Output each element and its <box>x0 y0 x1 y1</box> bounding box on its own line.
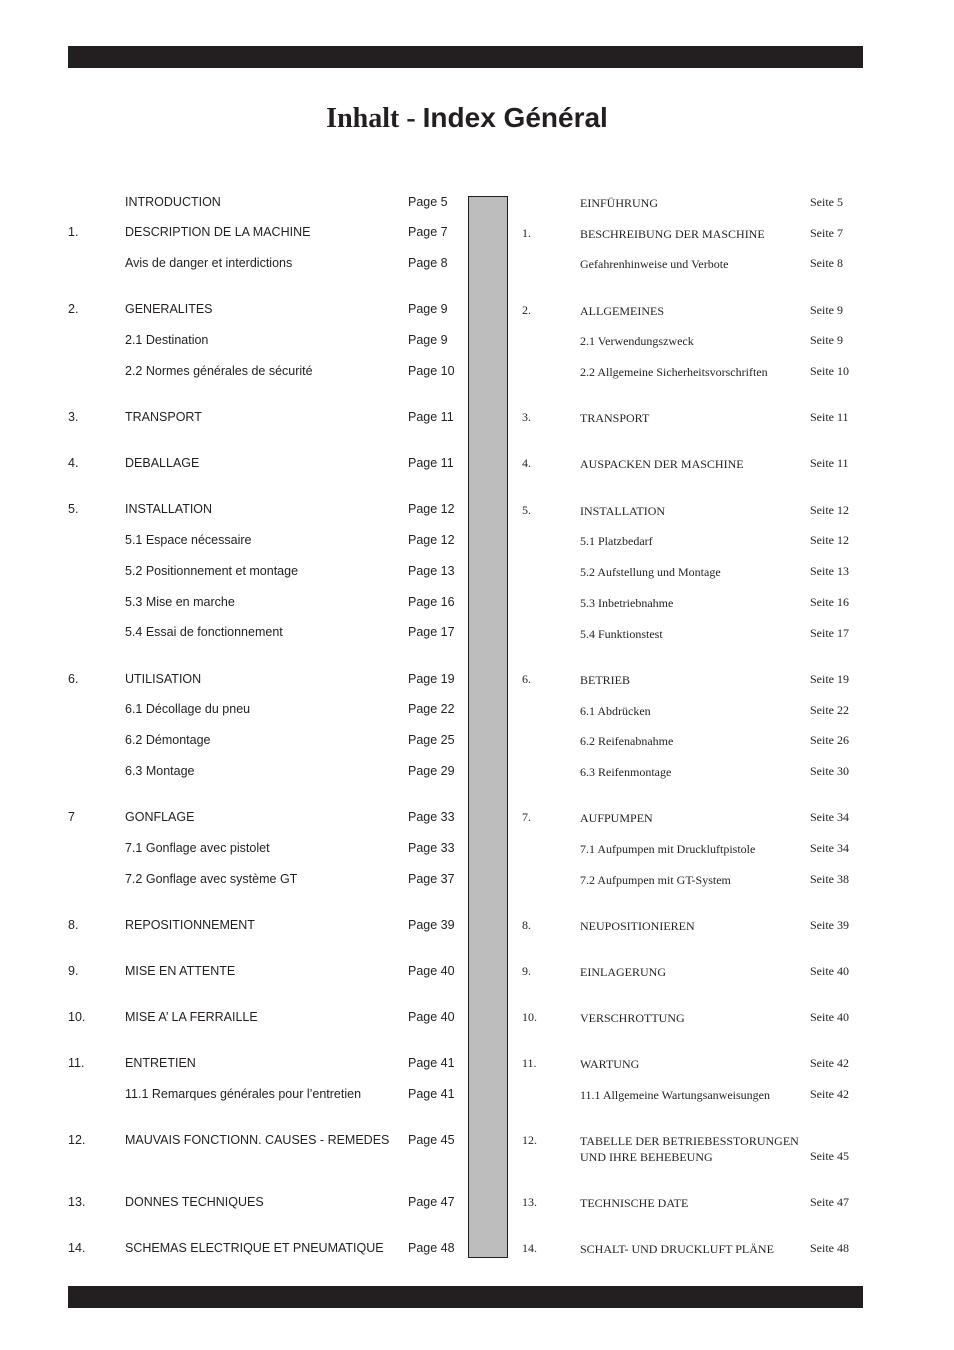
entry-title: Avis de danger et interdictions <box>125 256 293 270</box>
entry-title: 6.1 Abdrücken <box>580 704 651 718</box>
entry-title: 11.1 Remarques générales pour l’entretien <box>125 1087 362 1101</box>
entry-title: EINLAGERUNG <box>580 965 666 979</box>
entry-page: Page 22 <box>408 702 455 716</box>
entry-title: DEBALLAGE <box>125 456 200 470</box>
entry-title: INSTALLATION <box>580 504 666 518</box>
entry-page: Page 13 <box>408 564 455 578</box>
entry-title: 5.1 Espace nécessaire <box>125 533 252 547</box>
entry-page: Page 33 <box>408 810 455 824</box>
entry-page: Page 16 <box>408 595 455 609</box>
entry-number: 4. <box>522 456 531 470</box>
entry-number: 11. <box>68 1056 85 1070</box>
entry-number: 3. <box>522 410 531 424</box>
entry-page: Seite 42 <box>810 1087 849 1101</box>
entry-page: Page 39 <box>408 918 455 932</box>
entry-title: WARTUNG <box>580 1057 640 1071</box>
entry-number: 14. <box>522 1241 537 1255</box>
entry-title: MAUVAIS FONCTIONN. CAUSES - REMEDES <box>125 1133 390 1147</box>
entry-page: Seite 8 <box>810 256 843 270</box>
entry-number: 6. <box>522 672 531 686</box>
entry-page: Page 33 <box>408 841 455 855</box>
entry-number: 10. <box>68 1010 86 1024</box>
entry-number: 12. <box>522 1133 537 1147</box>
entry-title: EINFÜHRUNG <box>580 196 658 210</box>
entry-title: GONFLAGE <box>125 810 195 824</box>
entry-title: SCHEMAS ELECTRIQUE ET PNEUMATIQUE <box>125 1241 384 1255</box>
entry-number: 2. <box>68 302 79 316</box>
entry-page: Seite 12 <box>810 503 849 517</box>
bottom-bar <box>68 1286 863 1308</box>
entry-title: 7.1 Aufpumpen mit Druckluftpistole <box>580 842 756 856</box>
entry-page: Page 37 <box>408 872 455 886</box>
entry-page: Page 8 <box>408 256 448 270</box>
entry-page: Page 11 <box>408 410 454 424</box>
entry-page: Page 11 <box>408 456 454 470</box>
entry-title: 5.2 Positionnement et montage <box>125 564 299 578</box>
entry-page: Seite 16 <box>810 595 849 609</box>
entry-number: 7. <box>522 810 531 824</box>
entry-title: INSTALLATION <box>125 502 213 516</box>
entry-page: Page 41 <box>408 1056 455 1070</box>
entry-number: 7 <box>68 810 75 824</box>
entry-title: 7.1 Gonflage avec pistolet <box>125 841 270 855</box>
entry-number: 4. <box>68 456 79 470</box>
entry-title: 6.2 Reifenabnahme <box>580 734 674 748</box>
entry-page: Seite 7 <box>810 226 843 240</box>
entry-number: 9. <box>522 964 531 978</box>
entry-number: 11. <box>522 1056 537 1070</box>
entry-title: 5.4 Funktionstest <box>580 627 663 641</box>
entry-title: DESCRIPTION DE LA MACHINE <box>125 225 311 239</box>
entry-page: Seite 11 <box>810 410 849 424</box>
entry-number: 12. <box>68 1133 86 1147</box>
entry-page: Page 47 <box>408 1195 455 1209</box>
entry-page: Seite 34 <box>810 841 849 855</box>
title-french: Index Général <box>422 102 608 133</box>
entry-number: 9. <box>68 964 79 978</box>
entry-page: Seite 9 <box>810 333 843 347</box>
entry-page: Seite 38 <box>810 872 849 886</box>
title-german: Inhalt - <box>326 103 423 134</box>
entry-title: TRANSPORT <box>580 411 650 425</box>
entry-page: Seite 34 <box>810 810 849 824</box>
entry-title: BETRIEB <box>580 673 630 687</box>
entry-number: 3. <box>68 410 79 424</box>
entry-number: 13. <box>68 1195 86 1209</box>
entry-page: Seite 30 <box>810 764 849 778</box>
entry-title: SCHALT- UND DRUCKLUFT PLÄNE <box>580 1242 774 1256</box>
column-divider <box>468 196 508 1258</box>
entry-page: Seite 13 <box>810 564 849 578</box>
entry-number: 1. <box>68 225 79 239</box>
entry-number: 8. <box>68 918 79 932</box>
entry-title: 2.1 Verwendungszweck <box>580 334 694 348</box>
entry-page: Seite 5 <box>810 195 843 209</box>
entry-number: 8. <box>522 918 531 932</box>
entry-title: DONNES TECHNIQUES <box>125 1195 264 1209</box>
entry-page: Page 12 <box>408 533 455 547</box>
entry-page: Page 9 <box>408 333 448 347</box>
entry-page: Seite 22 <box>810 703 849 717</box>
entry-title: Gefahrenhinweise und Verbote <box>580 257 729 271</box>
entry-page: Seite 40 <box>810 1010 849 1024</box>
entry-page: Seite 19 <box>810 672 849 686</box>
entry-title: TRANSPORT <box>125 410 202 424</box>
entry-page: Seite 11 <box>810 456 849 470</box>
entry-page: Seite 48 <box>810 1241 849 1255</box>
entry-number: 14. <box>68 1241 86 1255</box>
entry-number: 2. <box>522 303 531 317</box>
entry-title: 5.4 Essai de fonctionnement <box>125 625 283 639</box>
entry-title: 11.1 Allgemeine Wartungsanweisungen <box>580 1088 770 1102</box>
entry-page: Page 17 <box>408 625 455 639</box>
entry-page: Page 12 <box>408 502 455 516</box>
entry-title: 6.3 Reifenmontage <box>580 765 672 779</box>
entry-page: Page 25 <box>408 733 455 747</box>
entry-title: NEUPOSITIONIEREN <box>580 919 695 933</box>
entry-number: 5. <box>522 503 531 517</box>
entry-page: Page 5 <box>408 195 448 209</box>
entry-title: 6.3 Montage <box>125 764 195 778</box>
entry-page: Seite 26 <box>810 733 849 747</box>
entry-title: 6.1 Décollage du pneu <box>125 702 251 716</box>
entry-page: Seite 40 <box>810 964 849 978</box>
entry-page: Seite 47 <box>810 1195 849 1209</box>
entry-page: Seite 17 <box>810 626 849 640</box>
entry-title: ALLGEMEINES <box>580 304 664 318</box>
entry-page: Seite 45 <box>810 1149 849 1163</box>
entry-title: MISE EN ATTENTE <box>125 964 236 978</box>
entry-title: 2.2 Allgemeine Sicherheitsvorschriften <box>580 365 768 379</box>
entry-page: Seite 42 <box>810 1056 849 1070</box>
entry-title: 5.3 Inbetriebnahme <box>580 596 674 610</box>
entry-title: TECHNISCHE DATE <box>580 1196 689 1210</box>
entry-title: 2.1 Destination <box>125 333 209 347</box>
entry-page: Page 19 <box>408 672 455 686</box>
entry-title: VERSCHROTTUNG <box>580 1011 685 1025</box>
entry-title: AUFPUMPEN <box>580 811 653 825</box>
entry-number: 5. <box>68 502 79 516</box>
entry-page: Page 10 <box>408 364 455 378</box>
entry-page: Seite 10 <box>810 364 849 378</box>
entry-number: 13. <box>522 1195 537 1209</box>
entry-title: 7.2 Aufpumpen mit GT-System <box>580 873 731 887</box>
entry-page: Page 45 <box>408 1133 455 1147</box>
entry-page: Page 9 <box>408 302 448 316</box>
top-bar <box>68 46 863 68</box>
entry-title: 5.3 Mise en marche <box>125 595 235 609</box>
entry-title: 5.1 Platzbedarf <box>580 534 653 548</box>
entry-title: GENERALITES <box>125 302 213 316</box>
entry-title: UTILISATION <box>125 672 202 686</box>
entry-title: REPOSITIONNEMENT <box>125 918 255 932</box>
entry-page: Page 48 <box>408 1241 455 1255</box>
entry-page: Page 29 <box>408 764 455 778</box>
entry-page: Page 41 <box>408 1087 455 1101</box>
entry-page: Seite 12 <box>810 533 849 547</box>
entry-page: Page 7 <box>408 225 448 239</box>
entry-title: 6.2 Démontage <box>125 733 211 747</box>
entry-title: 7.2 Gonflage avec système GT <box>125 872 298 886</box>
entry-page: Page 40 <box>408 964 455 978</box>
entry-page: Page 40 <box>408 1010 455 1024</box>
entry-title: AUSPACKEN DER MASCHINE <box>580 457 744 471</box>
entry-title: ENTRETIEN <box>125 1056 196 1070</box>
entry-number: 10. <box>522 1010 537 1024</box>
entry-title: BESCHREIBUNG DER MASCHINE <box>580 227 765 241</box>
entry-page: Seite 39 <box>810 918 849 932</box>
entry-page: Seite 9 <box>810 303 843 317</box>
entry-title: TABELLE DER BETRIEBESSTORUNGEN UND IHRE BEHEBEUNG <box>580 1134 799 1164</box>
entry-title: INTRODUCTION <box>125 195 221 209</box>
entry-number: 6. <box>68 672 79 686</box>
entry-title: MISE A’ LA FERRAILLE <box>125 1010 258 1024</box>
entry-title: 2.2 Normes générales de sécurité <box>125 364 313 378</box>
entry-number: 1. <box>522 226 531 240</box>
entry-title: 5.2 Aufstellung und Montage <box>580 565 721 579</box>
page-title <box>0 102 934 135</box>
